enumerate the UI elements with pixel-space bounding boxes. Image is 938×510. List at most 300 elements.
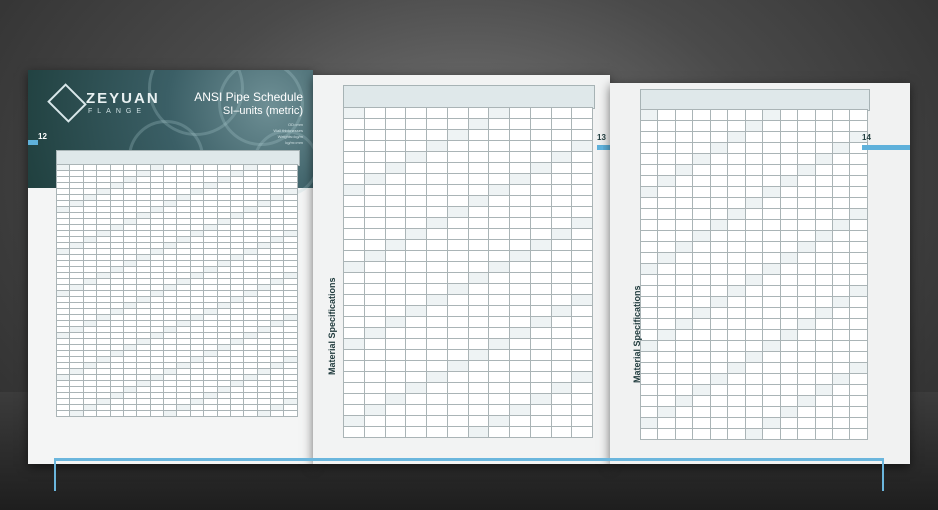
table-cell [510,119,531,130]
title-line1: ANSI Pipe Schedule [194,90,303,104]
table-cell [468,394,489,405]
table-cell [832,264,849,275]
table-cell [489,383,510,394]
table-cell [693,330,710,341]
table-cell [572,251,593,262]
table-cell [815,275,832,286]
table-cell [641,330,658,341]
table-cell [832,275,849,286]
table-cell [406,295,427,306]
table-cell [798,231,815,242]
table-cell [572,119,593,130]
table-cell [427,306,448,317]
brochure-page-left [28,70,313,464]
table-cell [489,339,510,350]
table-cell [798,209,815,220]
table-row [344,108,593,119]
table-cell [530,240,551,251]
table-cell [344,306,365,317]
table-cell [406,229,427,240]
table-cell [641,308,658,319]
table-row [344,328,593,339]
table-cell [815,374,832,385]
table-row [641,319,868,330]
table-cell [658,198,675,209]
table-cell [551,306,572,317]
table-cell [710,385,727,396]
table-cell [850,264,868,275]
table-cell [489,262,510,273]
table-cell [406,141,427,152]
table-cell [427,328,448,339]
table-cell [468,152,489,163]
table-cell [468,328,489,339]
table-cell [427,405,448,416]
rotated-title: Material Specifications [632,285,642,383]
table-cell [406,130,427,141]
table-row [344,251,593,262]
table-cell [406,416,427,427]
table-cell [675,198,692,209]
title-line2: SI–units (metric) [222,105,303,117]
table-cell [641,363,658,374]
table-cell [230,411,243,417]
table-cell [551,207,572,218]
table-cell [344,229,365,240]
table-cell [798,264,815,275]
table-cell [468,416,489,427]
table-cell [551,405,572,416]
table-cell [763,253,780,264]
table-cell [427,185,448,196]
page-number: 12 [38,132,47,141]
table-cell [815,308,832,319]
table-cell [815,418,832,429]
table-cell [710,407,727,418]
table-cell [745,154,762,165]
table-cell [658,352,675,363]
table-cell [780,154,797,165]
table-cell [510,427,531,438]
table-cell [551,350,572,361]
table-cell [406,152,427,163]
logo-icon [47,83,87,123]
table-cell [468,185,489,196]
table-cell [658,121,675,132]
table-cell [406,251,427,262]
table-cell [364,174,385,185]
table-cell [832,407,849,418]
table-cell [572,361,593,372]
table-cell [675,165,692,176]
table-cell [427,284,448,295]
table-cell [693,286,710,297]
table-cell [385,328,406,339]
table-cell [468,372,489,383]
table-cell [675,187,692,198]
table-cell [745,319,762,330]
table-cell [551,229,572,240]
table-cell [780,165,797,176]
table-cell [745,242,762,253]
table-cell [641,429,658,440]
table-cell [468,251,489,262]
table-cell [658,418,675,429]
table-cell [763,209,780,220]
table-cell [447,196,468,207]
table-cell [344,240,365,251]
table-row [641,132,868,143]
table-row [641,418,868,429]
fold-marker [598,146,603,150]
table-cell [832,242,849,253]
table-row [641,275,868,286]
table-cell [850,330,868,341]
table-cell [780,396,797,407]
table-cell [745,363,762,374]
table-cell [641,352,658,363]
table-cell [427,240,448,251]
table-cell [344,119,365,130]
table-cell [658,341,675,352]
logo-name: ZEYUAN [86,90,160,107]
table-cell [447,273,468,284]
table-cell [530,383,551,394]
table-row [641,253,868,264]
table-cell [641,242,658,253]
table-cell [364,207,385,218]
table-cell [710,132,727,143]
table-cell [551,295,572,306]
table-row [641,264,868,275]
table-cell [530,163,551,174]
table-cell [385,229,406,240]
table-cell [658,209,675,220]
table-cell [427,207,448,218]
table-row [641,297,868,308]
table-cell [815,231,832,242]
table-cell [344,218,365,229]
table-row [344,163,593,174]
table-cell [489,152,510,163]
table-cell [675,132,692,143]
table-cell [204,411,217,417]
table-cell [551,273,572,284]
table-cell [850,396,868,407]
table-cell [763,308,780,319]
table-cell [658,110,675,121]
table-row [344,361,593,372]
table-cell [364,284,385,295]
table-cell [763,176,780,187]
table-cell [530,141,551,152]
table-cell [850,154,868,165]
table-cell [447,383,468,394]
table-cell [658,319,675,330]
table-cell [780,264,797,275]
table-cell [675,286,692,297]
table-cell [710,209,727,220]
table-cell [815,286,832,297]
table-cell [572,383,593,394]
table-cell [489,394,510,405]
table-cell [427,361,448,372]
table-cell [364,141,385,152]
table-cell [57,411,70,417]
table-cell [344,350,365,361]
table-cell [489,328,510,339]
table-cell [344,207,365,218]
table-row [641,308,868,319]
table-cell [728,308,745,319]
table-cell [658,143,675,154]
table-cell [489,251,510,262]
table-cell [693,264,710,275]
table-cell [427,141,448,152]
table-cell [344,108,365,119]
table-cell [780,253,797,264]
table-cell [658,396,675,407]
table-cell [364,295,385,306]
table-cell [710,121,727,132]
table-cell [710,231,727,242]
table-row [641,198,868,209]
table-cell [850,429,868,440]
table-cell [489,427,510,438]
table-cell [489,218,510,229]
table-cell [745,110,762,121]
table-cell [551,240,572,251]
table-cell [364,262,385,273]
table-cell [832,143,849,154]
table-cell [510,416,531,427]
table-cell [798,407,815,418]
table-cell [385,141,406,152]
table-cell [693,132,710,143]
table-cell [406,317,427,328]
table-cell [675,352,692,363]
table-cell [530,185,551,196]
table-row [344,427,593,438]
table-cell [693,110,710,121]
table-cell [385,185,406,196]
table-row [344,394,593,405]
table-cell [641,341,658,352]
table-cell [675,275,692,286]
table-cell [150,411,163,417]
table-cell [745,143,762,154]
table-cell [815,121,832,132]
table-cell [815,143,832,154]
table-cell [675,143,692,154]
table-cell [510,295,531,306]
table-cell [344,328,365,339]
table-cell [710,352,727,363]
rotated-title: Material Specifications [327,277,337,375]
table-cell [675,363,692,374]
table-cell [780,385,797,396]
table-cell [468,163,489,174]
table-cell [693,253,710,264]
table-row [344,317,593,328]
table-cell [572,273,593,284]
table-cell [832,209,849,220]
table-cell [675,209,692,220]
page-number: 13 [597,133,606,142]
table-cell [406,207,427,218]
logo-sub: FLANGE [88,108,147,115]
table-cell [641,319,658,330]
table-row [641,121,868,132]
table-cell [710,297,727,308]
table-cell [489,163,510,174]
table-cell [447,394,468,405]
table-cell [110,411,123,417]
table-cell [641,110,658,121]
table-row [641,165,868,176]
table-cell [850,231,868,242]
table-cell [530,416,551,427]
table-cell [798,110,815,121]
table-cell [832,132,849,143]
table-cell [798,143,815,154]
table-cell [693,198,710,209]
table-cell [710,429,727,440]
table-cell [798,319,815,330]
table-cell [551,427,572,438]
table-cell [693,165,710,176]
table-cell [447,328,468,339]
table-cell [468,108,489,119]
table-cell [815,187,832,198]
table-cell [641,220,658,231]
table-cell [427,427,448,438]
table-cell [780,220,797,231]
table-cell [780,132,797,143]
table-cell [406,218,427,229]
table-cell [763,429,780,440]
table-cell [710,154,727,165]
table-cell [364,273,385,284]
table-cell [745,253,762,264]
table-cell [510,328,531,339]
table-row [641,143,868,154]
table-cell [710,165,727,176]
table-cell [530,130,551,141]
table-row [641,220,868,231]
table-cell [693,143,710,154]
table-cell [468,273,489,284]
table-cell [763,330,780,341]
table-cell [572,394,593,405]
table-row [344,185,593,196]
table-cell [641,396,658,407]
table-cell [447,174,468,185]
table-cell [693,209,710,220]
table-cell [510,284,531,295]
table-cell [572,196,593,207]
table-cell [798,363,815,374]
table-cell [745,308,762,319]
table-cell [798,253,815,264]
table-cell [551,185,572,196]
table-row [344,240,593,251]
table-cell [798,198,815,209]
table-row [344,262,593,273]
table-cell [572,229,593,240]
table-cell [815,154,832,165]
table-cell [710,286,727,297]
table-cell [364,372,385,383]
table-cell [468,174,489,185]
pipe-schedule-table [56,164,298,417]
table-cell [510,317,531,328]
table-cell [510,152,531,163]
table-cell [447,163,468,174]
table-cell [658,220,675,231]
table-cell [658,407,675,418]
table-cell [745,187,762,198]
table-cell [489,240,510,251]
table-cell [763,220,780,231]
table-row [344,141,593,152]
table-row [344,306,593,317]
table-cell [551,339,572,350]
table-cell [658,275,675,286]
table-cell [693,363,710,374]
table-cell [447,119,468,130]
table-cell [850,220,868,231]
table-row [641,407,868,418]
table-cell [745,264,762,275]
table-cell [364,108,385,119]
table-cell [447,185,468,196]
table-cell [364,163,385,174]
table-cell [850,297,868,308]
table-cell [675,418,692,429]
table-cell [832,374,849,385]
table-cell [344,416,365,427]
table-cell [427,372,448,383]
table-row [344,284,593,295]
table-cell [510,361,531,372]
table-cell [244,411,257,417]
table-cell [572,306,593,317]
table-cell [693,352,710,363]
table-cell [815,385,832,396]
table-cell [693,407,710,418]
table-cell [745,297,762,308]
table-cell [745,231,762,242]
table-cell [572,427,593,438]
table-cell [447,207,468,218]
table-cell [728,132,745,143]
table-cell [572,174,593,185]
table-cell [780,209,797,220]
table-row [641,187,868,198]
bottom-accent-frame [54,458,884,491]
table-cell [385,361,406,372]
table-cell [710,220,727,231]
table-cell [675,330,692,341]
table-cell [427,218,448,229]
table-cell [447,284,468,295]
table-cell [530,152,551,163]
table-cell [551,108,572,119]
table-cell [406,108,427,119]
table-cell [832,286,849,297]
table-cell [728,286,745,297]
